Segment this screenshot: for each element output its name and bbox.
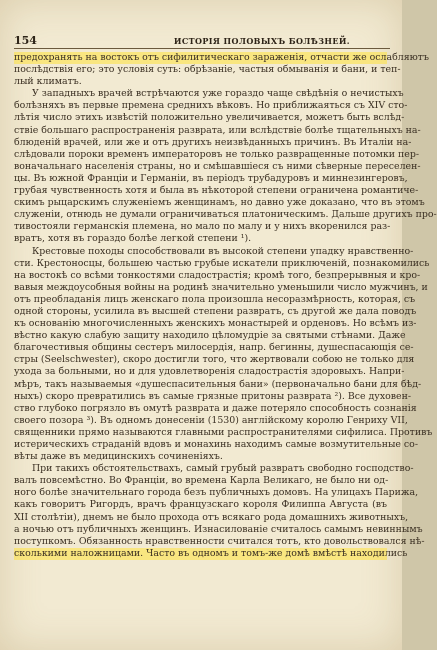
text-line: поступкомъ. Обязанность нравственности считался тотъ, кто довольствовался нѣ- <box>14 535 425 547</box>
text-line: болѣзняхъ въ первые премена среднихъ вѣковъ. Но приближаяться съ XIV сто- <box>14 100 408 112</box>
text-line: ного болѣе значительнаго города безъ публичныхъ домовъ. На улицахъ Парижа, <box>14 487 419 499</box>
text-line: сколькими наложницами. Часто въ одномъ и томъ-же домѣ вмѣстѣ находились <box>14 547 408 559</box>
text-line: слѣдовали пороки временъ императоровъ не только развращенные потомки пер- <box>14 148 419 160</box>
body-text <box>14 52 437 560</box>
text-line: служеніи, отнюдь не думали ограничиваться платоническимъ. Дальше другихъ про- <box>14 209 437 221</box>
text-line: вѣты даже въ медицинскихъ сочиненіяхъ. <box>14 451 223 463</box>
page-number: 154 <box>14 34 37 47</box>
text-line: блюденій врачей, или же и отъ другихъ неизвѣданныхъ причинъ. Въ Италіи на- <box>14 136 412 148</box>
text-line: сти. Крестоносцы, большею частью грубые искатели приключеній, познакомились <box>14 257 430 269</box>
running-title: ИСТОРІЯ ПОЛОВЫХЪ БОЛѢЗНЕЙ. <box>173 36 350 46</box>
text-line: тивостояли германскія племена, но мало по малу и у нихъ вкоренился раз- <box>14 221 391 233</box>
text-line: ствіе большаго распространенія разврата, или вслѣдствіе болѣе тщательныхъ на- <box>14 124 421 136</box>
text-line: истерическихъ страданій вдовъ и монахинь находимъ самые возмутительные со- <box>14 439 418 450</box>
text-line: благочестивыя общины сестеръ милосердія, напр. бегинны, душеспасающія се- <box>14 342 414 354</box>
text-line: При такихъ обстоятельствахъ, самый грубый развратъ свободно господство- <box>32 463 414 475</box>
text-line: грубая чувственность хотя и была въ нѣкоторой степени ограничена романтиче- <box>14 185 419 197</box>
text-line: XII столѣтіи), днемъ не было прохода отъ всякаго рода домашнихъ животныхъ, <box>14 511 409 523</box>
text-line: предохранять на востокъ отъ сифилитическаго зараженія, отчасти же ослабляютъ <box>14 52 429 63</box>
text-line: вѣстно какую слабую защиту находило цѣломудріе за святыми стѣнами. Даже <box>14 330 406 342</box>
text-line: ухода за больными, но и для удовлетворенія сладострастія здоровыхъ. Напри- <box>14 366 405 378</box>
text-line: Крестовые походы способствовали въ высокой степени упадку нравственно- <box>32 245 414 257</box>
text-line: цы. Въ южной Франціи и Германіи, въ періодъ трубадуровъ и миннезингеровъ, <box>14 172 408 184</box>
page-header <box>14 34 390 49</box>
text-line: ство глубоко погрязло въ омутѣ разврата и даже потеряло способность сознанія <box>14 402 417 414</box>
text-line: отъ преобладанія лицъ женскаго пола произошла несоразмѣрность, которая, съ <box>14 293 416 305</box>
text-line: своего позора ³). Въ одномъ донесеніи (1530) англійскому королю Генриху VII, <box>14 414 408 426</box>
text-line: валъ повсемѣстно. Во Франціи, во времена Карла Великаго, не было ни од- <box>14 475 389 487</box>
text-line: воначальнаго населенія страны, но и смѣшавшіеся съ ними сѣверные переселен- <box>14 160 421 172</box>
text-line: стры (Seelschwester), скоро достигли того, что жертвовали собою не только для <box>14 354 415 366</box>
text-line: ныхъ) скоро превратились въ самые грязные притоны разврата ²). Все духовен- <box>14 390 411 402</box>
text-line: лѣтія число этихъ извѣстій положительно увеличивается, можетъ быть вслѣд- <box>14 112 405 124</box>
text-line: У западныхъ врачей встрѣчаются уже гораздо чаще свѣдѣнія о нечистыхъ <box>32 88 404 100</box>
text-line: на востокѣ со всѣми тонкостями сладострастія; кромѣ того, безпрерывныя и кро- <box>14 269 421 281</box>
text-line: а ночью отъ публичныхъ женщинъ. Изнасилованіе считалось самымъ невиннымъ <box>14 523 423 535</box>
text-line: къ основанію многочисленныхъ женскихъ монастырей и орденовъ. Но всѣмъ из- <box>14 318 417 330</box>
text-line: скимъ рыцарскимъ служеніемъ женщинамъ, но давно уже доказано, что въ этомъ <box>14 197 425 209</box>
text-line: мѣръ, такъ называемыя «душеспасительныя бани» (первоначально бани для бѣд- <box>14 378 422 390</box>
text-line: послѣдствія его; это условія суть: обрѣзаніе, частыя обмыванія и бани, и теп- <box>14 64 401 76</box>
text-line: одной стороны, усилила въ высшей степени развратъ, съ другой же дала поводъ <box>14 305 417 317</box>
text-line: вратъ, хотя въ гораздо болѣе легкой степени ¹). <box>14 233 252 245</box>
text-line: вавыя междоусобныя войны на родинѣ значительно уменьшили число мужчинъ, и <box>14 281 428 293</box>
text-line: лый климатъ. <box>14 76 82 88</box>
text-line: какъ говоритъ Ригордъ, врачъ французскаго короля Филиппа Августа (въ <box>14 499 387 511</box>
text-line: священники прямо называются главными распространителями сифилиса. Противъ <box>14 426 433 438</box>
